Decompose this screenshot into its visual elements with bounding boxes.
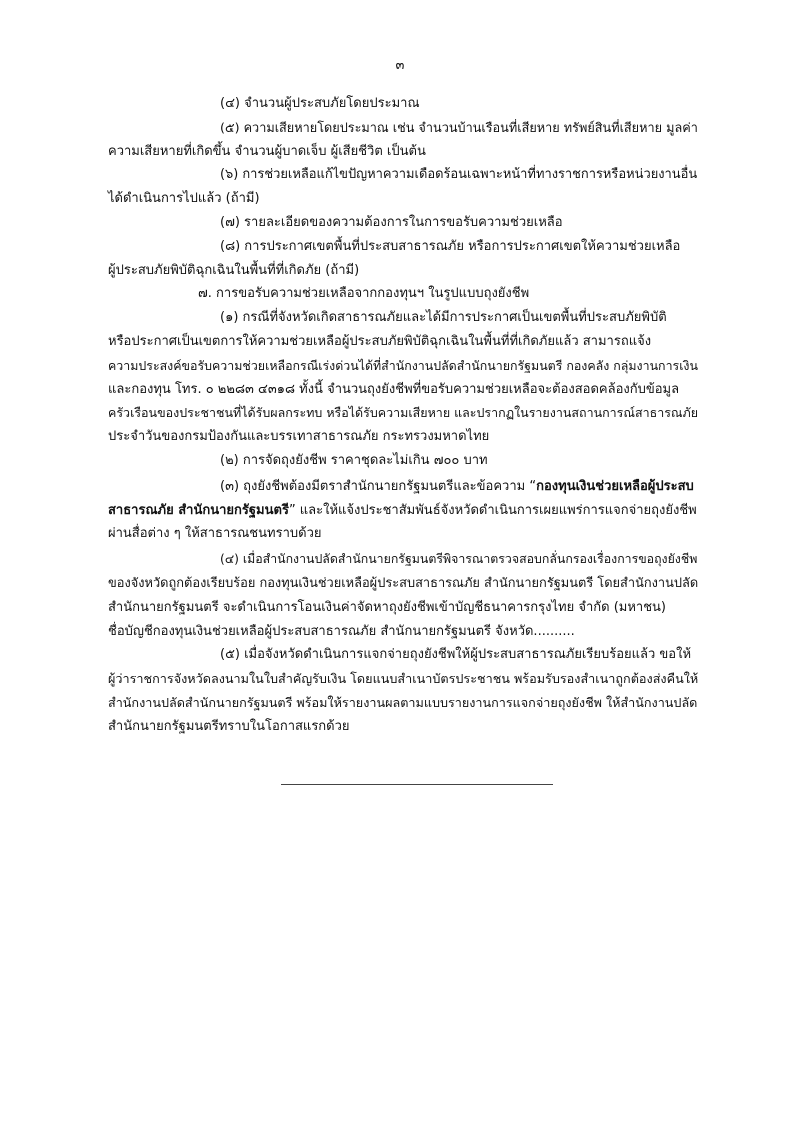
sub-1-line-5: ครัวเรือนของประชาชนที่ได้รับผลกระทบ หรือได้รับความเสียหาย และปรากฏในรายงานสถานการณ์สาธารณภัย <box>108 405 699 421</box>
sub-5-line-2: ผู้ว่าราชการจังหวัดลงนามในใบสำคัญรับเงิน โดยแนบสำเนาบัตรประชาชน พร้อมรับรองสำเนาถูกต้องส่งคืนให้ <box>108 671 699 687</box>
end-divider <box>281 784 553 785</box>
sub-4-line-1: (๔) เมื่อสำนักงานปลัดสำนักนายกรัฐมนตรีพิจารณาตรวจสอบกลั่นกรองเรื่องการขอถุงยังชีพ <box>220 552 698 567</box>
section-7-heading: ๗. การขอรับความช่วยเหลือจากกองทุนฯ ในรูปแบบถุงยังชีพ <box>198 286 530 302</box>
sub-4-line-2: ของจังหวัดถูกต้องเรียบร้อย กองทุนเงินช่วยเหลือผู้ประสบสาธารณภัย สำนักนายกรัฐมนตรี โดยสำนักงานปลัด <box>108 575 699 591</box>
document-body <box>108 92 698 739</box>
sub-5-line-3: สำนักงานปลัดสำนักนายกรัฐมนตรี พร้อมให้รายงานผลตามแบบรายงานการแจกจ่ายถุงยังชีพ ให้สำนักงานปลัด <box>108 694 698 710</box>
sub-3-line-1 <box>108 475 698 499</box>
item-8-line-2: ผู้ประสบภัยพิบัติฉุกเฉินในพื้นที่ที่เกิดภัย (ถ้ามี) <box>108 262 360 278</box>
item-6-line-1: (๖) การช่วยเหลือแก้ไขปัญหาความเดือดร้อนเฉพาะหน้าที่ทางราชการหรือหน่วยงานอื่น <box>220 167 698 183</box>
item-4-line: (๔) จำนวนผู้ประสบภัยโดยประมาณ <box>220 96 420 111</box>
sub-4-line-3: สำนักนายกรัฐมนตรี จะดำเนินการโอนเงินค่าจัดหาถุงยังชีพเข้าบัญชีธนาคารกรุงไทย จำกัด (มหาชน) <box>108 599 666 615</box>
item-6-line-2: ได้ดำเนินการไปแล้ว (ถ้ามี) <box>108 191 260 207</box>
sub-1-line-2: หรือประกาศเป็นเขตการให้ความช่วยเหลือผู้ประสบภัยพิบัติฉุกเฉินในพื้นที่ที่เกิดภัยแล้ว สามารถแจ้ง <box>108 333 652 349</box>
sub-1-line-1: (๑) กรณีที่จังหวัดเกิดสาธารณภัยและได้มีการประกาศเป็นเขตพื้นที่ประสบภัยพิบัติ <box>220 310 667 326</box>
item-7-line: (๗) รายละเอียดของความต้องการในการขอรับความช่วยเหลือ <box>220 214 563 230</box>
fund-name-emphasis-2: สาธารณภัย สำนักนายกรัฐมนตรี <box>108 502 289 518</box>
sub-3-line-1-text: (๓) ถุงยังชีพต้องมีตราสำนักนายกรัฐมนตรีและข้อความ “ <box>220 478 537 494</box>
sub-3-line-3: ผ่านสื่อต่าง ๆ ให้สาธารณชนทราบด้วย <box>108 526 322 542</box>
sub-3-line-2 <box>108 499 698 523</box>
sub-4-line-4: ชื่อบัญชีกองทุนเงินช่วยเหลือผู้ประสบสาธารณภัย สำนักนายกรัฐมนตรี จังหวัด.......... <box>108 623 575 639</box>
sub-5-line-4: สำนักนายกรัฐมนตรีทราบในโอกาสแรกด้วย <box>108 718 350 734</box>
sub-2-line: (๒) การจัดถุงยังชีพ ราคาชุดละไม่เกิน ๗๐๐ บาท <box>220 452 488 468</box>
sub-1-line-3: ความประสงค์ขอรับความช่วยเหลือกรณีเร่งด่วนได้ที่สำนักงานปลัดสำนักนายกรัฐมนตรี กองคลัง กลุ่มงานการเงิน <box>108 357 698 373</box>
page-number: ๓ <box>395 58 405 73</box>
sub-1-line-4: และกองทุน โทร. ๐ ๒๒๘๓ ๔๓๑๘ ทั้งนี้ จำนวนถุงยังชีพที่ขอรับความช่วยเหลือจะต้องสอดคล้องกับข้อมูล <box>108 381 680 397</box>
sub-3-line-2-text: ” และให้แจ้งประชาสัมพันธ์จังหวัดดำเนินการเผยแพร่การแจกจ่ายถุงยังชีพ <box>288 502 697 518</box>
sub-1-line-6: ประจำวันของกรมป้องกันและบรรเทาสาธารณภัย กระทรวงมหาดไทย <box>108 429 490 445</box>
item-5-line-2: ความเสียหายที่เกิดขึ้น จำนวนผู้บาดเจ็บ ผู้เสียชีวิต เป็นต้น <box>108 143 426 159</box>
sub-5-line-1: (๕) เมื่อจังหวัดดำเนินการแจกจ่ายถุงยังชีพให้ผู้ประสบสาธารณภัยเรียบร้อยแล้ว ขอให้ <box>220 647 692 663</box>
fund-name-emphasis-1: กองทุนเงินช่วยเหลือผู้ประสบ <box>536 478 694 494</box>
item-5-line-1: (๕) ความเสียหายโดยประมาณ เช่น จำนวนบ้านเรือนที่เสียหาย ทรัพย์สินที่เสียหาย มูลค่า <box>220 119 698 135</box>
item-8-line-1: (๘) การประกาศเขตพื้นที่ประสบสาธารณภัย หรือการประกาศเขตให้ความช่วยเหลือ <box>220 238 681 254</box>
